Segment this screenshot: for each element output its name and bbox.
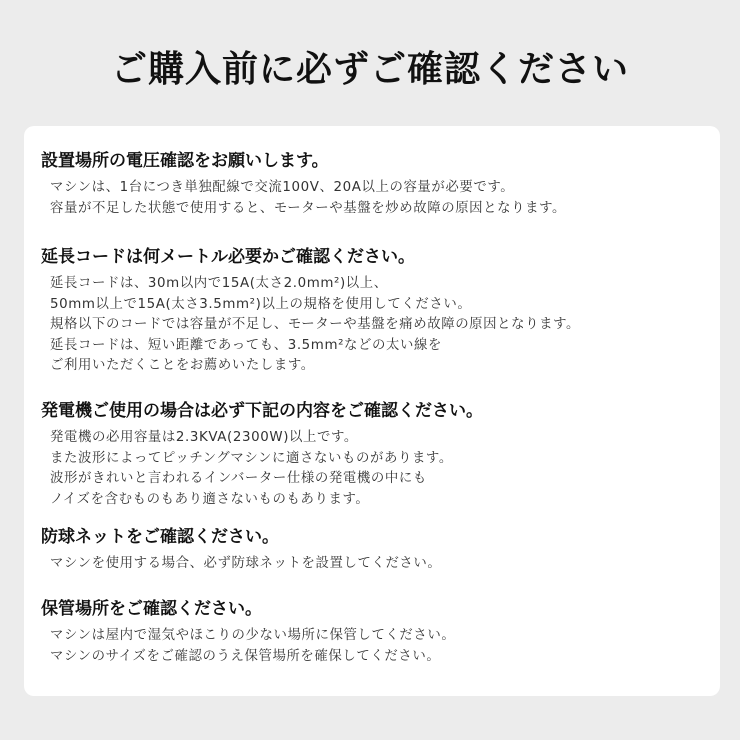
section-safety-net xyxy=(41,524,712,575)
section-body xyxy=(50,428,712,510)
body-line: 50mm以上で15A(太さ3.5mm²)以上の規格を使用してください。 xyxy=(50,296,472,312)
section-storage xyxy=(41,596,712,667)
body-line: 発電機の必用容量は2.3KVA(2300W)以上です。 xyxy=(50,430,358,445)
section-body xyxy=(50,178,712,219)
body-line: 容量が不足した状態で使用すると、モーターや基盤を炒め故障の原因となります。 xyxy=(50,200,567,216)
section-heading: 発電機ご使用の場合は必ず下記の内容をご確認ください。 xyxy=(41,401,483,421)
body-line: 波形がきれいと言われるインバーター仕様の発電機の中にも xyxy=(50,471,427,486)
section-body xyxy=(50,274,712,377)
body-line: マシンを使用する場合、必ず防球ネットを設置してください。 xyxy=(50,556,442,571)
section-extension-cord xyxy=(41,244,712,377)
body-line: 延長コードは、短い距離であっても、3.5mm²などの太い線を xyxy=(50,337,442,353)
section-body xyxy=(50,626,712,667)
body-line: また波形によってピッチングマシンに適さないものがあります。 xyxy=(50,450,453,466)
body-line: マシンは、1台につき単独配線で交流100V、20A以上の容量が必要です。 xyxy=(50,180,515,195)
body-line: 延長コードは、30m以内で15A(太さ2.0mm²)以上、 xyxy=(50,276,388,291)
page-title: ご購入前に必ずご確認ください xyxy=(110,49,629,90)
body-line: ノイズを含むものもあり適さないものもあります。 xyxy=(50,491,370,507)
section-body xyxy=(50,554,712,575)
body-line: マシンは屋内で湿気やほこりの少ない場所に保管してください。 xyxy=(50,628,456,643)
section-heading: 延長コードは何メートル必要かご確認ください。 xyxy=(41,247,415,267)
notice-card xyxy=(24,126,720,696)
body-line: ご利用いただくことをお薦めいたします。 xyxy=(50,358,315,373)
section-heading: 防球ネットをご確認ください。 xyxy=(41,527,279,547)
section-generator xyxy=(41,398,712,510)
section-heading: 設置場所の電圧確認をお願いします。 xyxy=(41,151,329,171)
body-line: マシンのサイズをご確認のうえ保管場所を確保してください。 xyxy=(50,648,441,664)
section-voltage xyxy=(41,148,712,219)
body-line: 規格以下のコードでは容量が不足し、モーターや基盤を痛め故障の原因となります。 xyxy=(50,317,581,332)
section-heading: 保管場所をご確認ください。 xyxy=(41,599,262,619)
